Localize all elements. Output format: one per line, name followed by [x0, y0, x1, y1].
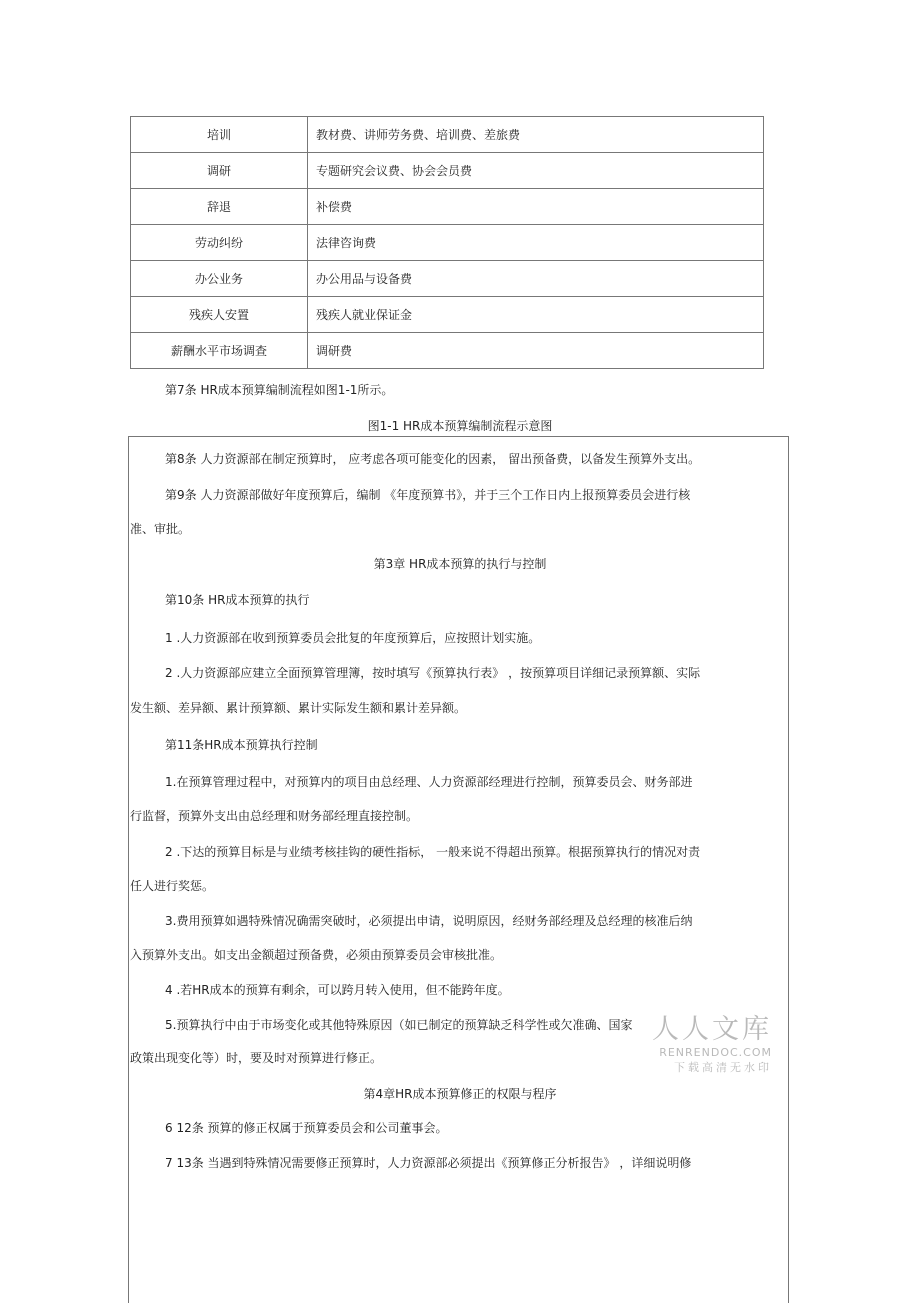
table-row — [131, 225, 764, 261]
cost-item: 薪酬水平市场调查 — [131, 333, 308, 369]
table-row — [131, 297, 764, 333]
article-11-item-2-cont: 任人进行奖惩。 — [130, 879, 215, 893]
watermark-url: RENRENDOC.COM — [659, 1046, 772, 1059]
article-13: 7 13条 当遇到特殊情况需要修正预算时，人力资源部必须提出《预算修正分析报告》 ，详细说明修 — [165, 1156, 692, 1170]
article-10-item-2-cont: 发生额、差异额、累计预算额、累计实际发生额和累计差异额。 — [130, 701, 467, 715]
chapter-4-heading: 第4章HR成本预算修正的权限与程序 — [363, 1087, 557, 1101]
article-10-item-1: 1 .人力资源部在收到预算委员会批复的年度预算后，应按照计划实施。 — [165, 631, 541, 645]
article-9: 第9条 人力资源部做好年度预算后，编制 《年度预算书》，并于三个工作日内上报预算委员会进行核 — [165, 488, 691, 502]
table-row — [131, 117, 764, 153]
table-row — [131, 153, 764, 189]
article-8: 第8条 人力资源部在制定预算时， 应考虑各项可能变化的因素， 留出预备费，以备发生预算外支出。 — [165, 452, 701, 466]
watermark — [640, 1014, 772, 1076]
article-10-item-2: 2 .人力资源部应建立全面预算管理簿，按时填写《预算执行表》 ，按预算项目详细记录预算额、实际 — [165, 666, 701, 680]
article-11-item-5-cont: 政策出现变化等）时，要及时对预算进行修正。 — [130, 1051, 383, 1065]
article-11-item-2: 2 .下达的预算目标是与业绩考核挂钩的硬性指标， 一般来说不得超出预算。根据预算执行的情况对责 — [165, 845, 701, 859]
chapter-3-heading: 第3章 HR成本预算的执行与控制 — [373, 557, 547, 571]
cost-content: 调研费 — [308, 333, 764, 369]
article-11-item-1: 1.在预算管理过程中，对预算内的项目由总经理、人力资源部经理进行控制，预算委员会、财务部进 — [165, 775, 693, 789]
cost-content: 补偿费 — [308, 189, 764, 225]
cost-item: 调研 — [131, 153, 308, 189]
article-11: 第11条HR成本预算执行控制 — [165, 738, 318, 752]
article-11-item-3-cont: 入预算外支出。如支出金额超过预备费，必须由预算委员会审核批准。 — [130, 948, 503, 962]
table-row — [131, 333, 764, 369]
article-11-item-1-cont: 行监督，预算外支出由总经理和财务部经理直接控制。 — [130, 809, 419, 823]
watermark-note: 下载高清无水印 — [674, 1061, 772, 1074]
cost-item: 辞退 — [131, 189, 308, 225]
article-9-cont: 准、审批。 — [130, 522, 191, 536]
article-11-item-5: 5.预算执行中由于市场变化或其他特殊原因（如已制定的预算缺乏科学性或欠准确、国家 — [165, 1018, 633, 1032]
table-row — [131, 189, 764, 225]
table-row — [131, 261, 764, 297]
watermark-logo-text: 人人文库 — [652, 1014, 772, 1045]
cost-content: 法律咨询费 — [308, 225, 764, 261]
cost-item: 办公业务 — [131, 261, 308, 297]
cost-content: 专题研究会议费、协会会员费 — [308, 153, 764, 189]
cost-item-table — [130, 116, 764, 369]
cost-content: 办公用品与设备费 — [308, 261, 764, 297]
cost-item: 残疾人安置 — [131, 297, 308, 333]
cost-content: 教材费、讲师劳务费、培训费、差旅费 — [308, 117, 764, 153]
cost-item: 劳动纠纷 — [131, 225, 308, 261]
article-11-item-4: 4 .若HR成本的预算有剩余，可以跨月转入使用，但不能跨年度。 — [165, 983, 510, 997]
cost-item: 培训 — [131, 117, 308, 153]
article-7: 第7条 HR成本预算编制流程如图1-1所示。 — [165, 383, 394, 397]
cost-content: 残疾人就业保证金 — [308, 297, 764, 333]
article-12: 6 12条 预算的修正权属于预算委员会和公司董事会。 — [165, 1121, 448, 1135]
figure-title: 图1-1 HR成本预算编制流程示意图 — [367, 419, 553, 433]
article-11-item-3: 3.费用预算如遇特殊情况确需突破时，必须提出申请，说明原因，经财务部经理及总经理的核准后纳 — [165, 914, 693, 928]
article-10: 第10条 HR成本预算的执行 — [165, 593, 310, 607]
